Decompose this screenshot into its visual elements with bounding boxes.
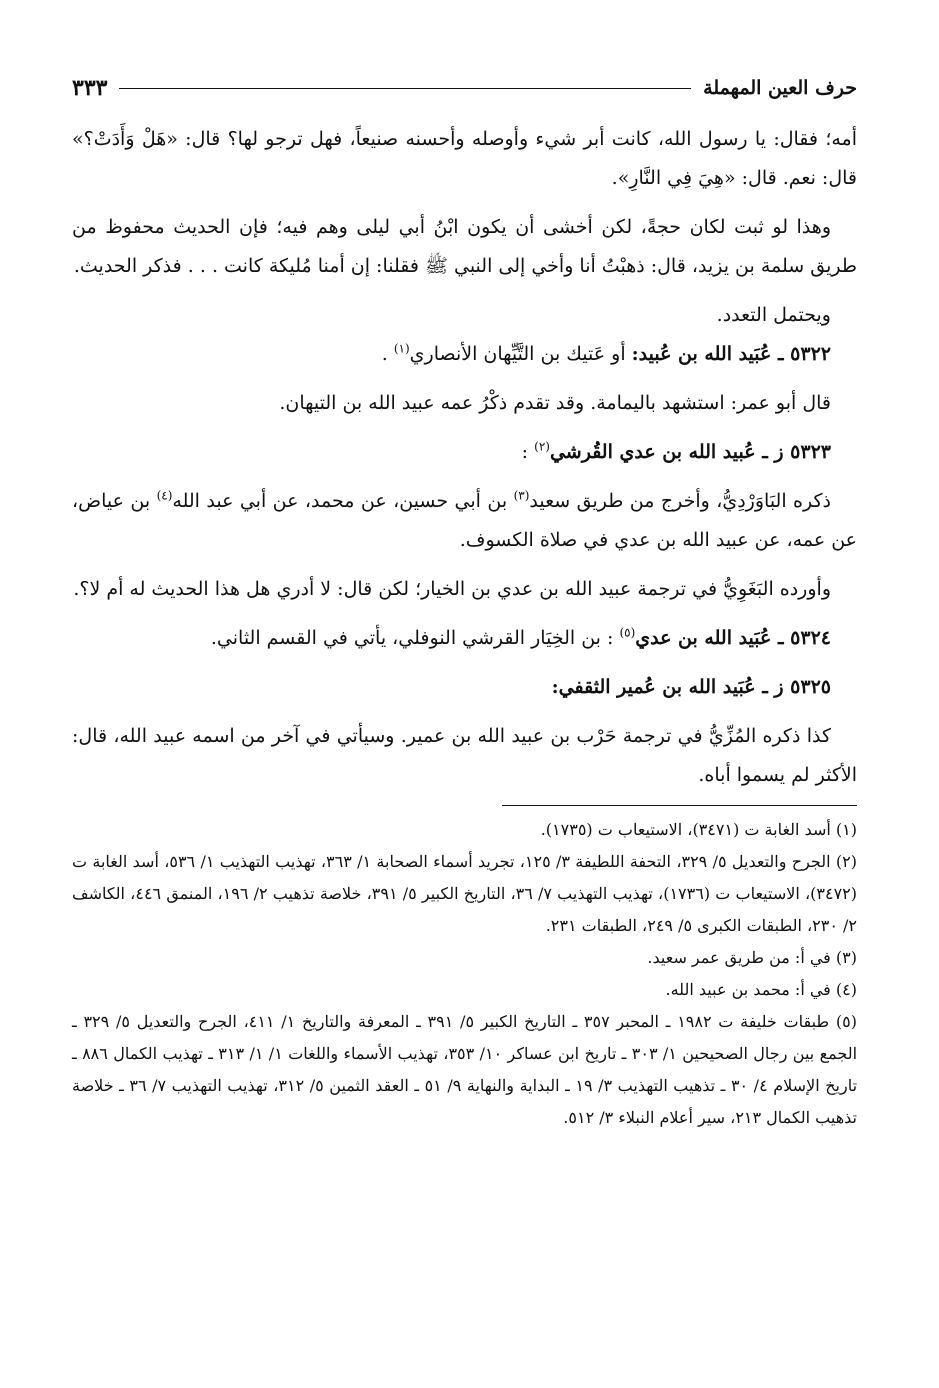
paragraph: ويحتمل التعدد.	[716, 304, 831, 326]
main-text	[72, 120, 857, 795]
entry-heading: ٥٣٢٤ ـ عُبَيد الله بن عدي	[635, 627, 831, 649]
paragraph-part: بن عياض، عن عمه، عن عبيد الله بن عدي في صلاة الكسوف.	[72, 490, 857, 551]
running-header	[72, 70, 857, 106]
footnote-ref: (٤)	[156, 488, 173, 503]
paragraph: قال أبو عمر: استشهد باليمامة. وقد تقدم ذكْرُ عمه عبيد الله بن التيهان.	[279, 392, 831, 414]
entry-text-end: :	[521, 441, 535, 463]
paragraph: وهذا لو ثبت لكان حجةً، لكن أخشى أن يكون ابْنُ أبي ليلى وهم فيه؛ فإن الحديث محفوظ من طريق سلمة بن يزيد، قال: ذهبْتُ أنا وأخي إلى النبي ﷺ فقلنا: إن أمنا مُليكة كانت . . . فذكر الحديث.	[72, 216, 857, 277]
entry-text: : بن الخِيَار القرشي النوفلي، يأتي في القسم الثاني.	[210, 627, 620, 649]
paragraph	[72, 482, 857, 560]
footnote-4: (٤) في أ: محمد بن عبيد الله.	[665, 980, 857, 999]
footnote-5: (٥) طبقات خليفة ت ١٩٨٢ ـ المحبر ٣٥٧ ـ التاريخ الكبير ٥/ ٣٩١ ـ المعرفة والتاريخ ١/ ٤١١، الجرح والتعديل ٥/ ٣٢٩ ـ الجمع بين رجال الصحيحين ١/ ٣٠٣ ـ تاريخ ابن عساكر ١٠/ ٣٥٣، تهذيب الأسماء واللغات ١/ ١/ ٣١٣ ـ تهذيب الكمال ٨٨٦ ـ تاريخ الإسلام ٤/ ٣٠ ـ تذهيب التهذيب ٣/ ١٩ ـ البداية والنهاية ٩/ ٥١ ـ العقد الثمين ٥/ ٣١٢، تهذيب التهذيب ٧/ ٣٦ ـ خلاصة تذهيب الكمال ٢١٣، سير أعلام النبلاء ٣/ ٥١٢.	[72, 1012, 858, 1127]
page-number: ٣٣٣	[72, 75, 108, 101]
paragraph: أمه؛ فقال: يا رسول الله، كانت أبر شيء وأوصله وأحسنه صنيعاً، فهل ترجو لها؟ قال: «هَلْ وَأَدَتْ؟» قال: نعم. قال: «هِيَ فِي النَّارِ».	[72, 128, 857, 189]
entry-heading: ٥٣٢٥ ز ـ عُبَيد الله بن عُمير الثقفي:	[551, 676, 831, 698]
paragraph-part: ذكره البَاوَرْدِيُّ، وأخرج من طريق سعيد	[529, 490, 831, 512]
footnote-3: (٣) في أ: من طريق عمر سعيد.	[647, 948, 857, 967]
entry-heading: ٥٣٢٣ ز ـ عُبيد الله بن عدي القُرشي	[549, 441, 831, 463]
entry-heading: ٥٣٢٢ ـ عُبَيد الله بن عُبيد:	[631, 343, 831, 365]
entry-text-end: .	[381, 343, 394, 365]
paragraph-part: بن أبي حسين، عن محمد، عن أبي عبد الله	[172, 490, 514, 512]
footnote-ref: (٥)	[619, 625, 636, 640]
footnote-1: (١) أسد الغابة ت (٣٤٧١)، الاستيعاب ت (١٧٣٥).	[540, 820, 857, 839]
entry-5323	[72, 433, 857, 472]
paragraph: وأورده البَغَوِيُّ في ترجمة عبيد الله بن عدي بن الخيار؛ لكن قال: لا أدري هل هذا الحديث له أم لا؟.	[73, 578, 831, 600]
entry-5325	[72, 668, 857, 707]
footnote-ref: (٣)	[513, 488, 530, 503]
entry-5324	[72, 619, 857, 658]
header-rule	[119, 88, 691, 89]
footnote-separator	[502, 805, 857, 806]
chapter-title: حرف العين المهملة	[703, 77, 857, 99]
footnotes	[72, 814, 857, 1134]
footnote-ref: (٢)	[534, 439, 550, 454]
footnote-2: (٢) الجرح والتعديل ٥/ ٣٢٩، التحفة اللطيفة ٣/ ١٢٥، تجريد أسماء الصحابة ١/ ٣٦٣، تهذيب التهذيب ١/ ٥٣٦، أسد الغابة ت (٣٤٧٢)، الاستيعاب ت (١٧٣٦)، تهذيب التهذيب ٧/ ٣٦، التاريخ الكبير ٥/ ٣٩١، خلاصة تذهيب ٢/ ١٩٦، المنمق ٤٤٦، الكاشف ٢/ ٢٣٠، الطبقات الكبرى ٥/ ٢٤٩، الطبقات ٢٣١.	[72, 852, 858, 935]
footnote-ref: (١)	[393, 341, 410, 356]
paragraph: كذا ذكره المُزِّيُّ في ترجمة حَرْب بن عبيد الله بن عمير. وسيأتي في آخر من اسمه عبيد الله، قال: الأكثر لم يسموا أباه.	[72, 725, 857, 786]
entry-5322	[72, 335, 857, 374]
entry-text: أو عَتيك بن التَّيِّهان الأنصاري	[409, 343, 626, 365]
